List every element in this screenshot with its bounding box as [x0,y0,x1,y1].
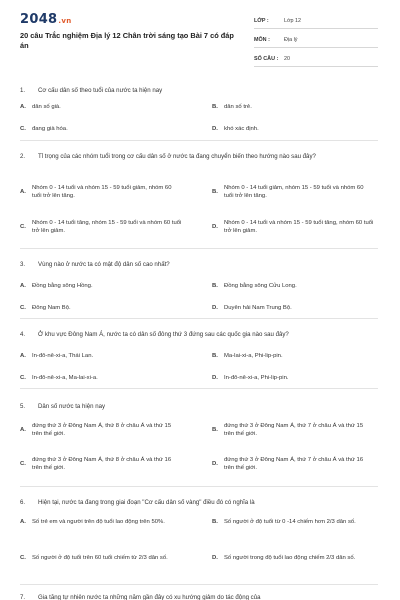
option-letter: A. [20,519,26,525]
document-meta [254,14,378,71]
option-letter: D. [212,224,218,231]
option-letter: A. [20,189,26,196]
question-text [20,152,380,161]
option-text: Số người ở độ tuổi trên 60 tuổi chiếm từ 2/3 dân số. [32,555,168,561]
option-text: In-đô-nê-xi-a, Ma-lai-xi-a. [32,375,98,381]
option-letter: B. [212,427,218,434]
document-title: 20 câu Trắc nghiệm Địa lý 12 Chân trời sáng tạo Bài 7 có đáp án [20,31,234,50]
option-text: khó xác định. [224,126,259,132]
option-text: Duyên hải Nam Trung Bộ. [224,305,292,311]
option-text: Nhóm 0 - 14 tuổi tăng, nhóm 15 - 59 tuổi và nhóm 60 tuổi trở lên giảm. [32,220,182,235]
question-prompt: Hiện tại, nước ta đang trong giai đoạn "Cơ cấu dân số vàng" điều đó có nghĩa là [38,499,255,506]
question-prompt: Gia tăng tự nhiên nước ta những năm gần đây có xu hướng giảm do tác động của [38,594,261,600]
option-text: đứng thứ 3 ở Đông Nam Á, thứ 7 ở châu Á và thứ 15 trên thế giới. [224,423,364,438]
option-text: Nhóm 0 - 14 tuổi và nhóm 15 - 59 tuổi giảm, nhóm 60 tuổi trở lên tăng. [32,185,172,200]
question-number: 3. [20,261,26,268]
option-a[interactable] [20,103,182,111]
question-text [20,260,380,269]
meta-row-subject [254,33,378,48]
option-b[interactable] [212,352,374,360]
option-letter: B. [212,353,218,359]
option-text: Ma-lai-xi-a, Phi-lip-pin. [224,353,283,359]
option-text: Số người trong độ tuổi lao động chiếm 2/3 dân số. [224,555,356,561]
option-b[interactable] [212,422,374,439]
option-letter: A. [20,427,26,434]
meta-row-class [254,14,378,29]
question-number: 4. [20,331,26,338]
question-1 [20,86,380,95]
question-2 [20,152,380,161]
option-letter: A. [20,283,26,289]
question-6 [20,498,380,507]
meta-key: MÔN : [254,37,270,43]
option-text: dân số trẻ. [224,104,252,110]
option-b[interactable] [212,282,374,290]
option-letter: D. [212,375,218,381]
option-letter: B. [212,189,218,196]
option-d[interactable] [212,374,374,382]
option-d[interactable] [212,456,374,473]
question-number: 6. [20,499,26,506]
option-d[interactable] [212,219,374,236]
question-prompt: Cơ cấu dân số theo tuổi của nước ta hiện nay [38,87,163,94]
question-text [20,498,380,507]
question-text [20,86,380,95]
option-text: dân số già. [32,104,61,110]
option-letter: B. [212,519,218,525]
option-letter: C. [20,375,26,381]
question-prompt: Ở khu vực Đông Nam Á, nước ta có dân số đông thứ 3 đứng sau các quốc gia nào sau đây? [38,331,289,338]
meta-value: Địa lý [284,37,298,43]
option-text: Số người ở độ tuổi từ 0 -14 chiếm hơn 2/3 dân số. [224,519,356,525]
option-c[interactable] [20,554,182,562]
question-7 [20,593,380,600]
question-4 [20,330,380,339]
option-text: Nhóm 0 - 14 tuổi và nhóm 15 - 59 tuổi tăng, nhóm 60 tuổi trở lên giảm. [224,220,374,235]
logo-text: 2048 [20,12,58,27]
meta-value: 20 [284,56,290,62]
option-letter: B. [212,104,218,110]
option-letter: C. [20,555,26,561]
question-divider [20,248,378,249]
option-letter: D. [212,555,218,561]
option-letter: C. [20,224,26,231]
question-text [20,593,380,600]
document-header [0,0,400,78]
option-letter: D. [212,461,218,468]
option-c[interactable] [20,374,182,382]
option-letter: D. [212,126,218,132]
option-letter: A. [20,353,26,359]
option-a[interactable] [20,518,182,526]
question-text [20,330,380,339]
option-c[interactable] [20,456,182,473]
meta-key: SỐ CÂU : [254,56,279,62]
option-b[interactable] [212,518,374,526]
question-divider [20,486,378,487]
option-letter: B. [212,283,218,289]
option-text: đứng thứ 3 ở Đông Nam Á, thứ 7 ở châu Á và thứ 16 trên thế giới. [224,457,364,472]
question-divider [20,140,378,141]
question-divider [20,584,378,585]
option-text: Nhóm 0 - 14 tuổi giảm, nhóm 15 - 59 tuổi và nhóm 60 tuổi trở lên tăng. [224,185,364,200]
option-b[interactable] [212,103,374,111]
option-letter: A. [20,104,26,110]
question-number: 1. [20,87,26,94]
option-text: đứng thứ 3 ở Đông Nam Á, thứ 8 ở châu Á và thứ 15 trên thế giới. [32,423,172,438]
option-c[interactable] [20,219,182,236]
question-prompt: Dân số nước ta hiện nay [38,403,106,410]
option-d[interactable] [212,304,374,312]
option-text: đứng thứ 3 ở Đông Nam Á, thứ 8 ở châu Á và thứ 16 trên thế giới. [32,457,172,472]
option-a[interactable] [20,282,182,290]
option-text: đang già hóa. [32,126,68,132]
question-text [20,402,380,411]
option-text: Đồng bằng sông Hồng. [32,283,93,289]
site-logo[interactable] [20,12,72,27]
option-text: Đông Nam Bộ. [32,305,71,311]
question-number: 2. [20,153,26,160]
option-a[interactable] [20,184,182,201]
option-text: Đồng bằng sông Cửu Long. [224,283,297,289]
question-3 [20,260,380,269]
option-a[interactable] [20,352,182,360]
option-c[interactable] [20,125,182,133]
question-number: 7. [20,594,26,600]
option-b[interactable] [212,184,374,201]
option-letter: D. [212,305,218,311]
option-d[interactable] [212,125,374,133]
option-letter: C. [20,305,26,311]
question-divider [20,318,378,319]
question-number: 5. [20,403,26,410]
question-prompt: Tỉ trọng của các nhóm tuổi trong cơ cấu dân số ở nước ta đang chuyển biến theo hướng nào sau đây? [38,153,316,160]
question-5 [20,402,380,411]
option-text: In-đô-nê-xi-a, Phi-lip-pin. [224,375,289,381]
option-text: In-đô-nê-xi-a, Thái Lan. [32,353,94,359]
question-divider [20,388,378,389]
meta-row-count [254,52,378,67]
option-a[interactable] [20,422,182,439]
meta-key: LỚP : [254,18,269,24]
question-prompt: Vùng nào ở nước ta có mật độ dân số cao nhất? [38,261,170,268]
option-letter: C. [20,461,26,468]
option-letter: C. [20,126,26,132]
meta-value: Lớp 12 [284,18,302,24]
option-d[interactable] [212,554,374,562]
option-c[interactable] [20,304,182,312]
logo-suffix: .vn [58,17,72,25]
option-text: Số trẻ em và người trên độ tuổi lao động trên 50%. [32,519,165,525]
